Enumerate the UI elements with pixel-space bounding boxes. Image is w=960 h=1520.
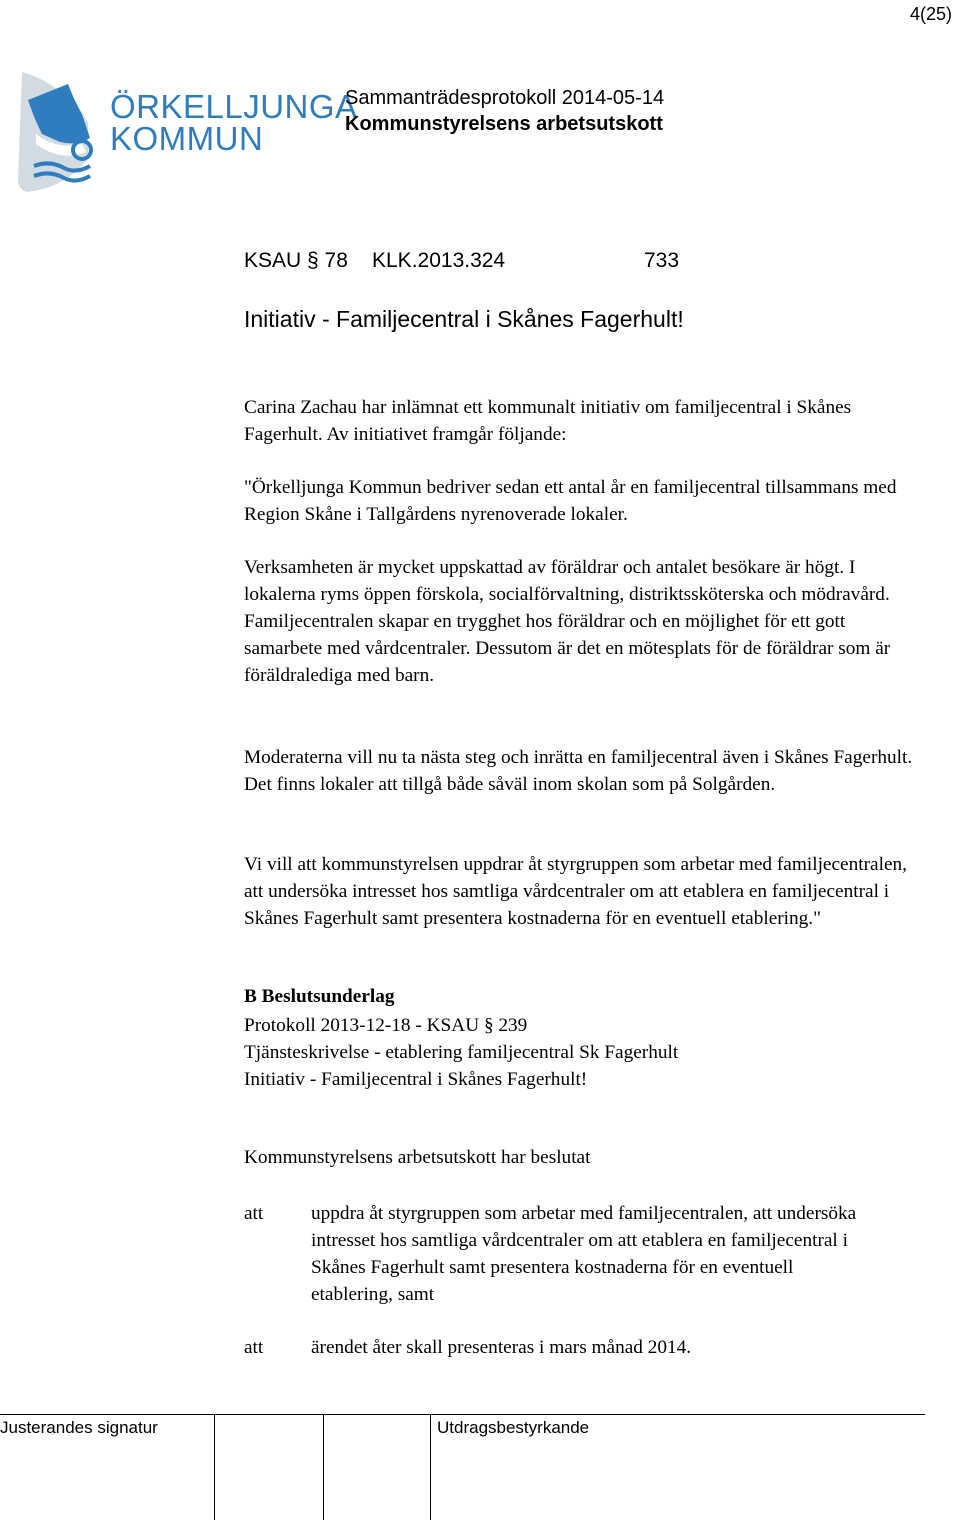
decision-intro: Kommunstyrelsens arbetsutskott har beslutat [244,1147,591,1168]
page-number: 4(25) [909,4,952,24]
municipality-logo [16,70,358,195]
list-item: Tjänsteskrivelse - etablering familjecentral Sk Fagerhult [244,1042,679,1063]
case-number: 733 [644,249,680,272]
quote-paragraph-1: "Örkelljunga Kommun bedriver sedan ett antal år en familjecentral tillsammans med Region Skåne i Tallgårdens nyrenoverade lokaler. [244,477,897,525]
basis-list [244,1012,678,1093]
decision-key: att [244,1337,264,1358]
decision-key: att [244,1203,264,1224]
quote-paragraph-3: Moderaterna vill nu ta nästa steg och inrätta en familjecentral även i Skånes Fagerhult. Det finns lokaler att tillgå både såväl inom skolan som på Solgården. [244,747,913,795]
quote-paragraph-4: Vi vill att kommunstyrelsen uppdrar åt styrgruppen som arbetar med familjecentralen, att undersöka intresset hos samtliga vårdcentraler om att etablera en familjecentral i Skånes Fagerhult samt presentera kostnaderna för en eventuell etablering." [244,854,907,929]
page-title: Initiativ - Familjecentral i Skånes Fagerhult! [244,306,684,332]
extract-certification-label: Utdragsbestyrkande [437,1418,590,1437]
case-reference [244,249,679,273]
ksau-paragraph: KSAU § 78 [244,249,348,272]
bell-emblem-icon [16,70,106,195]
quote-paragraph-2: Verksamheten är mycket uppskattad av föräldrar och antalet besökare är högt. I lokalerna ryms öppen förskola, socialförvaltning, distriktssköterska och mödravård. Familjecentralen skapar en trygghet hos föräldrar och en möjlighet för ett gott samarbete med vårdcentraler. Dessutom är det en mötesplats för de föräldrar som är föräldralediga med barn. [244,557,891,686]
intro-paragraph: Carina Zachau har inlämnat ett kommunalt initiativ om familjecentral i Skånes Fagerhult. Av initiativet framgår följande: [244,397,852,445]
decision-item [244,1334,904,1364]
signature-label: Justerandes signatur [0,1418,158,1437]
logo-wordmark-line2: KOMMUN [110,120,264,157]
signature-box-divider [214,1414,215,1520]
protocol-title: Sammanträdesprotokoll 2014-05-14 [345,87,665,109]
list-item: Initiativ - Familjecentral i Skånes Fagerhult! [244,1069,588,1090]
klk-diary-number: KLK.2013.324 [372,249,506,272]
logo-wordmark-line1: ÖRKELLJUNGA [110,88,358,125]
list-item: Protokoll 2013-12-18 - KSAU § 239 [244,1015,528,1036]
decision-item [244,1200,904,1310]
basis-heading: B Beslutsunderlag [244,986,395,1007]
signature-box-divider [323,1414,324,1520]
decision-text: ärendet åter skall presenteras i mars månad 2014. [311,1337,692,1358]
signature-box-divider [430,1414,431,1520]
footer-divider [0,1414,925,1415]
committee-name: Kommunstyrelsens arbetsutskott [345,113,663,135]
decision-text: uppdra åt styrgruppen som arbetar med familjecentralen, att undersöka intresset hos samtliga vårdcentraler om att etablera en familjecentral i Skånes Fagerhult samt presentera kostnaderna för en eventuell etablering, samt [311,1203,857,1305]
